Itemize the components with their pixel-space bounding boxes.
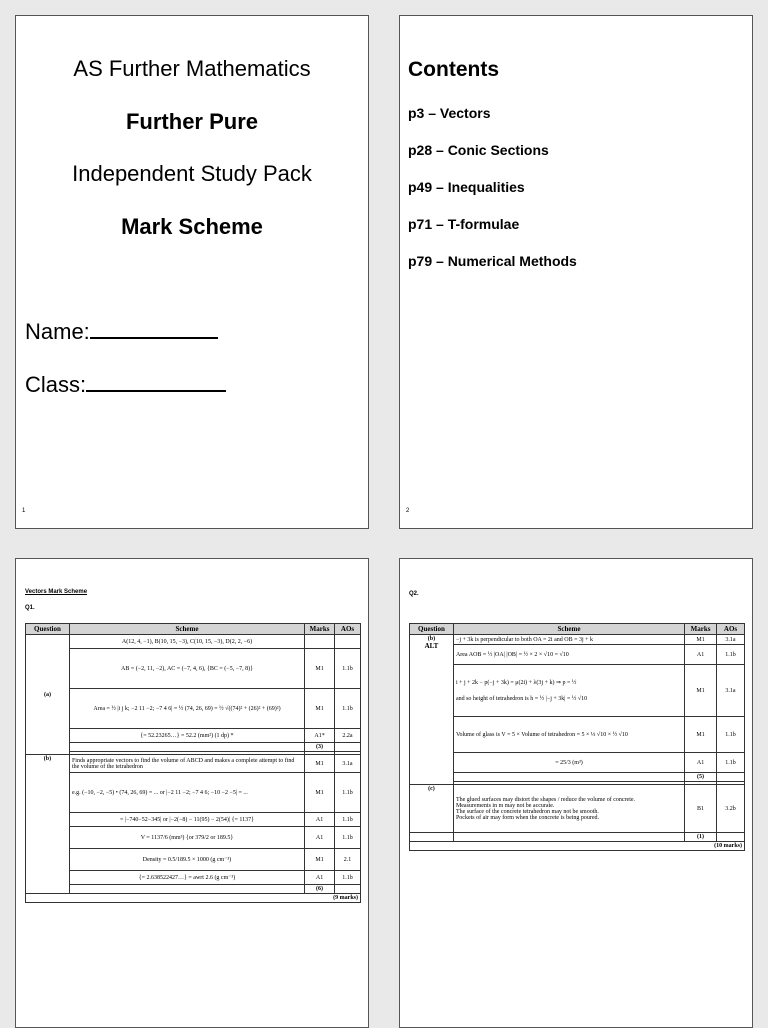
part-total: (6) xyxy=(305,885,335,894)
col-aos: AOs xyxy=(335,624,361,635)
contents-item: p3 – Vectors xyxy=(408,105,491,121)
aos-cell: 1.1b xyxy=(717,717,745,753)
table-row xyxy=(26,729,361,743)
table-row xyxy=(26,755,361,773)
part-total: (1) xyxy=(685,833,717,842)
col-question: Question xyxy=(410,624,454,635)
marks-cell: A1 xyxy=(685,753,717,773)
contents-page xyxy=(399,15,753,529)
scheme-title: Mark Scheme xyxy=(121,214,263,239)
scheme-line: Pockets of air may form when the concrete is being poured. xyxy=(455,814,600,821)
table-row xyxy=(410,785,745,833)
part-label: (b) xyxy=(26,755,70,894)
part-label: (a) xyxy=(26,635,70,755)
scheme-cell: = 25/3 (m³) xyxy=(453,753,684,773)
aos-cell: 2.1 xyxy=(335,849,361,871)
scheme-cell: A(12, 4, −1), B(10, 15, −3), C(10, 15, −3), D(2, 2, −6) xyxy=(69,635,304,649)
aos-cell: 3.2b xyxy=(717,785,745,833)
marks-cell: A1* xyxy=(305,729,335,743)
col-aos: AOs xyxy=(717,624,745,635)
table-row xyxy=(410,773,745,782)
mark-scheme-page-q1 xyxy=(15,558,369,1028)
aos-cell: 1.1b xyxy=(335,773,361,813)
table-row xyxy=(26,813,361,827)
marks-cell: M1 xyxy=(305,755,335,773)
aos-cell: 1.1b xyxy=(335,813,361,827)
marks-cell: A1 xyxy=(305,871,335,885)
course-title: AS Further Mathematics xyxy=(73,56,311,81)
scheme-cell: Finds appropriate vectors to find the volume of ABCD and makes a complete attempt to find the volume of the tetrahedron xyxy=(69,755,304,773)
name-label: Name: xyxy=(25,319,90,344)
part-label xyxy=(410,635,454,785)
marks-cell: M1 xyxy=(685,635,717,645)
aos-cell: 3.1a xyxy=(717,665,745,717)
table-row xyxy=(410,717,745,753)
scheme-cell: V = 1137/6 (mm³) {or 379/2 or 189.5} xyxy=(69,827,304,849)
marks-cell: M1 xyxy=(685,717,717,753)
table-row xyxy=(410,635,745,645)
scheme-cell: Density = 0.5/189.5 × 1000 (g cm⁻³) xyxy=(69,849,304,871)
scheme-cell: Area = ½ |i j k; −2 11 −2; −7 4 6| = ½ (74, 26, 69) = ½ √((74)² + (26)² + (69)²) xyxy=(69,689,304,729)
part-total: (3) xyxy=(305,743,335,752)
marks-cell: B1 xyxy=(685,785,717,833)
name-line xyxy=(90,319,218,339)
question-number: Q2. xyxy=(409,591,419,597)
mark-scheme-page-q2 xyxy=(399,558,753,1028)
total-marks: (9 marks) xyxy=(26,894,361,903)
part-total: (5) xyxy=(685,773,717,782)
scheme-cell: {= 52.23265…} = 52.2 (mm²) (1 dp) * xyxy=(69,729,304,743)
scheme-cell xyxy=(453,665,684,717)
scheme-cell: −j + 3k is perpendicular to both OA = 2i and OB = 3j + k xyxy=(453,635,684,645)
scheme-cell: = |−740−52−345| or |−2(−8) − 11(95) − 2(54)| {= 1137} xyxy=(69,813,304,827)
part-label: (c) xyxy=(410,785,454,833)
table-row xyxy=(410,665,745,717)
scheme-cell: e.g. (−10, −2, −5) • (74, 26, 69) = ... or |−2 11 −2; −7 4 6; −10 −2 −5| = ... xyxy=(69,773,304,813)
marks-cell: M1 xyxy=(685,665,717,717)
aos-cell: 1.1b xyxy=(335,689,361,729)
page-number: 1 xyxy=(22,508,26,514)
table-row xyxy=(26,827,361,849)
marks-cell: A1 xyxy=(305,813,335,827)
mark-scheme-table xyxy=(25,623,361,903)
marks-cell: M1 xyxy=(305,649,335,689)
part-label-text: (b) xyxy=(427,636,436,642)
col-marks: Marks xyxy=(685,624,717,635)
col-scheme: Scheme xyxy=(69,624,304,635)
table-row xyxy=(26,689,361,729)
class-field xyxy=(25,372,226,398)
contents-title: Contents xyxy=(408,58,499,81)
class-label: Class: xyxy=(25,372,87,397)
name-field xyxy=(25,319,218,345)
marks-cell: A1 xyxy=(685,645,717,665)
aos-cell: 3.1a xyxy=(335,755,361,773)
scheme-line: The surface of the concrete tetrahedron may not be smooth. xyxy=(455,808,599,815)
table-row xyxy=(26,743,361,752)
scheme-cell: Area AOB = ½ |OA| |OB| = ½ × 2 × √10 = √10 xyxy=(453,645,684,665)
col-question: Question xyxy=(26,624,70,635)
contents-item: p28 – Conic Sections xyxy=(408,142,549,158)
table-row xyxy=(26,849,361,871)
table-row xyxy=(410,645,745,665)
alt-label: ALT xyxy=(424,642,439,650)
aos-cell: 1.1b xyxy=(335,827,361,849)
marks-cell: M1 xyxy=(305,689,335,729)
section-heading: Vectors Mark Scheme xyxy=(25,589,88,595)
table-row xyxy=(410,753,745,773)
question-number: Q1. xyxy=(25,605,35,611)
table-row xyxy=(26,773,361,813)
table-row xyxy=(26,885,361,894)
marks-cell: M1 xyxy=(305,773,335,813)
scheme-cell xyxy=(453,785,684,833)
unit-title: Further Pure xyxy=(125,109,259,134)
scheme-line: and so height of tetrahedron is h = ½ |−j + 3k| = ½ √10 xyxy=(455,696,588,702)
col-marks: Marks xyxy=(305,624,335,635)
aos-cell: 1.1b xyxy=(335,871,361,885)
scheme-line: Measurements in m may not be accurate. xyxy=(455,802,555,809)
aos-cell: 2.2a xyxy=(335,729,361,743)
table-row xyxy=(410,833,745,842)
scheme-cell: AB = (−2, 11, −2), AC = (−7, 4, 6), {BC = (−5, −7, 8)} xyxy=(69,649,304,689)
total-marks: (10 marks) xyxy=(410,842,745,851)
contents-item: p71 – T-formulae xyxy=(408,216,520,232)
scheme-cell: {= 2.638522427…} = awrt 2.6 (g cm⁻³) xyxy=(69,871,304,885)
pack-title: Independent Study Pack xyxy=(72,161,312,186)
marks-cell: M1 xyxy=(305,849,335,871)
mark-scheme-table xyxy=(409,623,745,851)
marks-cell: A1 xyxy=(305,827,335,849)
class-line xyxy=(86,372,226,392)
aos-cell: 1.1b xyxy=(335,649,361,689)
cover-page xyxy=(15,15,369,529)
scheme-cell: Volume of glass is V = 5 × Volume of tetrahedron = 5 × ⅓ √10 × ½ √10 xyxy=(453,717,684,753)
aos-cell: 1.1b xyxy=(717,753,745,773)
aos-cell: 1.1b xyxy=(717,645,745,665)
col-scheme: Scheme xyxy=(453,624,684,635)
scheme-line: i + j + 2k − p(−j + 3k) = μ(2i) + λ(3j + k) ⇒ p = ½ xyxy=(455,680,577,686)
contents-item: p79 – Numerical Methods xyxy=(408,253,577,269)
aos-cell: 3.1a xyxy=(717,635,745,645)
table-row xyxy=(26,635,361,649)
contents-item: p49 – Inequalities xyxy=(408,179,525,195)
scheme-line: The glued surfaces may distort the shapes / reduce the volume of concrete. xyxy=(455,796,636,803)
table-row xyxy=(26,871,361,885)
page-number: 2 xyxy=(406,508,410,514)
table-row xyxy=(26,649,361,689)
